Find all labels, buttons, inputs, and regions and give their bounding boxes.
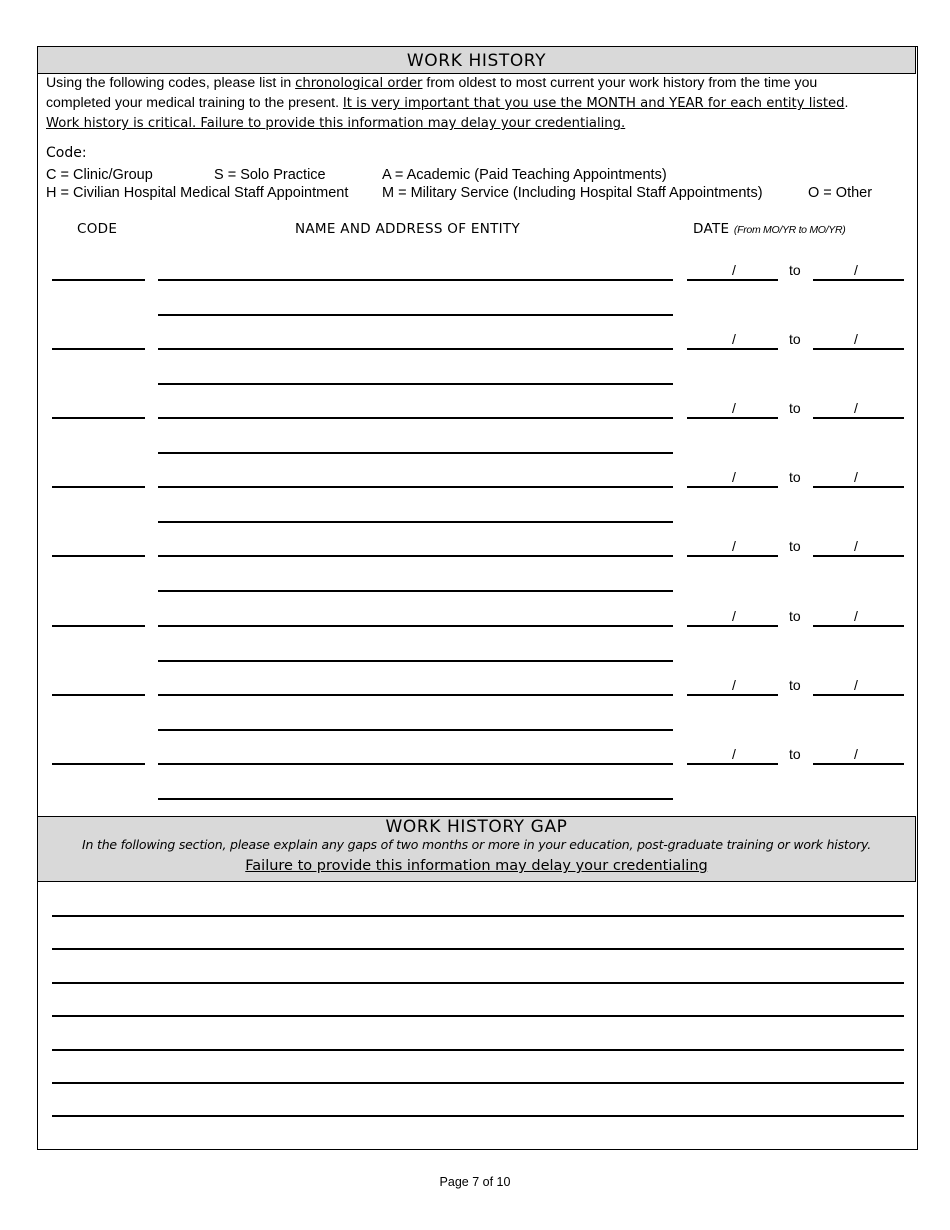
code-solo: S = Solo Practice [214,167,326,183]
name-address-field-line1[interactable] [158,417,673,419]
to-label: to [789,469,801,485]
gap-warning [37,858,916,874]
name-address-field-line2[interactable] [158,521,673,523]
gap-explanation-line[interactable] [52,915,904,917]
date-to-separator: / [854,677,858,693]
date-to-separator: / [854,400,858,416]
name-address-field-line1[interactable] [158,694,673,696]
date-to-field[interactable] [813,763,904,765]
date-from-separator: / [732,746,736,762]
date-to-field[interactable] [813,625,904,627]
date-from-separator: / [732,331,736,347]
name-address-field-line2[interactable] [158,798,673,800]
date-from-field[interactable] [687,279,778,281]
code-field[interactable] [52,348,145,350]
date-to-separator: / [854,746,858,762]
name-address-field-line1[interactable] [158,486,673,488]
name-address-field-line1[interactable] [158,279,673,281]
code-field[interactable] [52,279,145,281]
code-field[interactable] [52,625,145,627]
column-header-name: NAME AND ADDRESS OF ENTITY [295,221,521,237]
date-from-separator: / [732,400,736,416]
instructions-text: . [844,94,849,110]
gap-warning-text: Failure to provide this information may delay your credentialing [245,858,708,874]
date-to-field[interactable] [813,694,904,696]
code-other: O = Other [808,185,873,201]
name-address-field-line2[interactable] [158,590,673,592]
date-to-field[interactable] [813,417,904,419]
code-label: Code: [46,145,87,161]
date-from-separator: / [732,608,736,624]
column-header-date [693,221,845,237]
critical-warning: Work history is critical. Failure to provide this information may delay your credentialing. [46,116,626,131]
name-address-field-line2[interactable] [158,383,673,385]
date-from-separator: / [732,538,736,554]
code-field[interactable] [52,694,145,696]
date-from-field[interactable] [687,348,778,350]
date-to-separator: / [854,538,858,554]
gap-explanation-line[interactable] [52,948,904,950]
code-hospital: H = Civilian Hospital Medical Staff Appointment [46,185,349,201]
date-to-field[interactable] [813,486,904,488]
date-to-field[interactable] [813,279,904,281]
to-label: to [789,262,801,278]
date-from-field[interactable] [687,417,778,419]
date-from-field[interactable] [687,694,778,696]
date-to-field[interactable] [813,348,904,350]
date-label: DATE [693,221,730,237]
gap-instructions: In the following section, please explain any gaps of two months or more in your education, post-graduate training or work history. [82,837,871,852]
chronological-order-emphasis: chronological order [295,76,423,91]
code-field[interactable] [52,486,145,488]
date-to-separator: / [854,469,858,485]
date-to-separator: / [854,262,858,278]
code-field[interactable] [52,763,145,765]
instructions-text: Using the following codes, please list in [46,74,296,90]
page-number: Page 7 of 10 [439,1175,511,1189]
name-address-field-line2[interactable] [158,452,673,454]
gap-explanation-line[interactable] [52,1015,904,1017]
name-address-field-line1[interactable] [158,348,673,350]
date-from-field[interactable] [687,486,778,488]
date-from-field[interactable] [687,625,778,627]
date-from-separator: / [732,262,736,278]
name-address-field-line1[interactable] [158,763,673,765]
code-academic: A = Academic (Paid Teaching Appointments) [382,167,667,183]
month-year-emphasis: It is very important that you use the MONTH and YEAR for each entity listed [342,96,845,111]
code-field[interactable] [52,555,145,557]
column-header-code: CODE [77,221,118,237]
name-address-field-line2[interactable] [158,314,673,316]
name-address-field-line1[interactable] [158,625,673,627]
to-label: to [789,538,801,554]
instructions-text: from oldest to most current your work history from the time you [422,74,818,90]
name-address-field-line2[interactable] [158,660,673,662]
to-label: to [789,400,801,416]
date-to-field[interactable] [813,555,904,557]
work-history-header [37,46,916,74]
date-from-separator: / [732,469,736,485]
gap-title: WORK HISTORY GAP [385,817,568,837]
date-format-hint: (From MO/YR to MO/YR) [733,224,846,236]
name-address-field-line2[interactable] [158,729,673,731]
code-clinic: C = Clinic/Group [46,167,153,183]
code-military: M = Military Service (Including Hospital Staff Appointments) [382,185,763,201]
gap-explanation-line[interactable] [52,1049,904,1051]
gap-explanation-line[interactable] [52,1082,904,1084]
date-to-separator: / [854,331,858,347]
date-from-field[interactable] [687,555,778,557]
gap-explanation-line[interactable] [52,1115,904,1117]
to-label: to [789,608,801,624]
work-history-form [37,46,918,1150]
to-label: to [789,331,801,347]
date-from-separator: / [732,677,736,693]
instructions-text: completed your medical training to the present. [46,94,343,110]
gap-explanation-line[interactable] [52,982,904,984]
name-address-field-line1[interactable] [158,555,673,557]
instructions [46,73,908,133]
date-to-separator: / [854,608,858,624]
to-label: to [789,677,801,693]
date-from-field[interactable] [687,763,778,765]
work-history-title: WORK HISTORY [406,51,547,71]
to-label: to [789,746,801,762]
code-field[interactable] [52,417,145,419]
